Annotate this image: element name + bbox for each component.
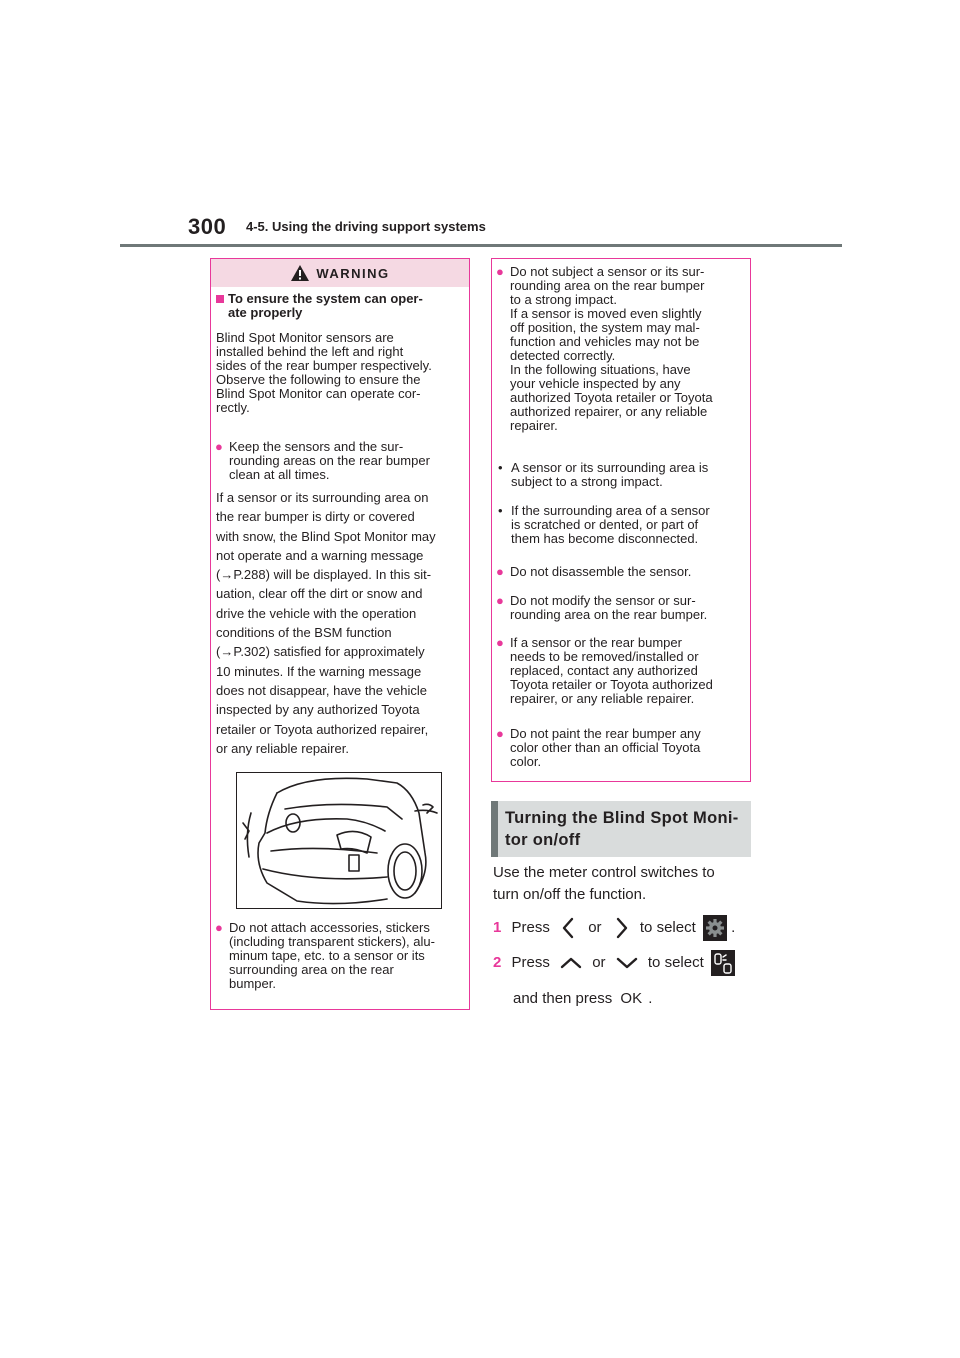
warning-bullet-2: Do not attach accessories, stickers (including transparent stickers), alu- minum tape, etc. to a sensor or its surrounding area on the rear bumper. — [229, 920, 435, 991]
sub-bullet-dot: • — [498, 460, 503, 475]
sub-bullet-dot: • — [498, 503, 503, 518]
section-heading — [491, 801, 751, 857]
section-heading-text: Turning the Blind Spot Moni- tor on/off — [505, 809, 739, 849]
warning-bullet-4: Do not disassemble the sensor. — [510, 564, 692, 579]
section-intro: Use the meter control switches to turn on/off the function. — [493, 864, 715, 903]
warning-bullet-5: Do not modify the sensor or sur- rounding area on the rear bumper. — [510, 593, 708, 622]
warning-sub-1: A sensor or its surrounding area is subject to a strong impact. — [511, 460, 709, 489]
warning-triangle-icon — [290, 264, 310, 282]
header-rule — [120, 244, 842, 247]
chevron-up-icon — [559, 955, 583, 971]
circle-bullet-icon: ● — [215, 439, 223, 454]
settings-gear-icon — [703, 915, 727, 941]
step-number: 1 — [493, 918, 502, 936]
step-number: 2 — [493, 953, 502, 971]
step-1: 1 Press or to select . — [493, 915, 763, 941]
warning-bullet-1: Keep the sensors and the sur- rounding areas on the rear bumper clean at all times. — [229, 439, 430, 482]
section-title: 4-5. Using the driving support systems — [246, 219, 486, 234]
warning-header — [211, 259, 469, 287]
warning-bullet-6: If a sensor or the rear bumper needs to be removed/installed or replaced, contact any authorized Toyota retailer or Toyota authorized repairer, or any reliable repairer. — [510, 635, 713, 706]
circle-bullet-icon: ● — [496, 593, 504, 608]
blind-spot-monitor-icon — [711, 950, 735, 976]
circle-bullet-icon: ● — [496, 264, 504, 279]
ok-button-label: OK — [620, 990, 643, 1007]
warning-subheading: To ensure the system can oper- ate properly — [228, 291, 423, 320]
circle-bullet-icon: ● — [496, 726, 504, 741]
rear-bumper-illustration — [236, 772, 442, 909]
chevron-right-icon — [612, 917, 630, 939]
step-2: 2 Press or to select and then press OK . — [493, 950, 763, 1009]
circle-bullet-icon: ● — [215, 920, 223, 935]
car-rear-icon — [237, 773, 442, 909]
warning-box-continued — [491, 258, 751, 782]
heading-accent-bar — [491, 801, 498, 857]
chevron-down-icon — [615, 955, 639, 971]
circle-bullet-icon: ● — [496, 635, 504, 650]
warning-bullet-7: Do not paint the rear bumper any color other than an official Toyota color. — [510, 726, 701, 769]
warning-intro: Blind Spot Monitor sensors are installed behind the left and right sides of the rear bumper respectively. Observe the following to ensure the Blind Spot Monitor can operate cor- rectly. — [216, 330, 432, 415]
page-number: 300 — [188, 214, 227, 239]
warning-sub-2: If the surrounding area of a sensor is scratched or dented, or part of them has become disconnected. — [511, 503, 710, 546]
warning-paragraph: If a sensor or its surrounding area on the rear bumper is dirty or covered with snow, the Blind Spot Monitor may not operate and a warning message (→P.288) will be displayed. In this sit- uation, clear off the dirt or snow and drive the vehicle with the operation conditions of the BSM function (→P.302) satisfied for approximately 10 minutes. If the warning message does not disappear, have the vehicle inspected by any authorized Toyota retailer or Toyota authorized repairer, or any reliable repairer. — [216, 490, 436, 756]
warning-title: WARNING — [316, 265, 390, 281]
circle-bullet-icon: ● — [496, 564, 504, 579]
chevron-left-icon — [560, 917, 578, 939]
warning-bullet-3: Do not subject a sensor or its sur- rounding area on the rear bumper to a strong impact. If a sensor is moved even slightly off position, the system may mal- function and vehicles may not be detected correctly. In the following situations, have your vehicle inspected by any authorized Toyota retailer or Toyota authorized repairer, or any reliable repairer. — [510, 264, 713, 433]
square-bullet-icon — [216, 295, 224, 303]
